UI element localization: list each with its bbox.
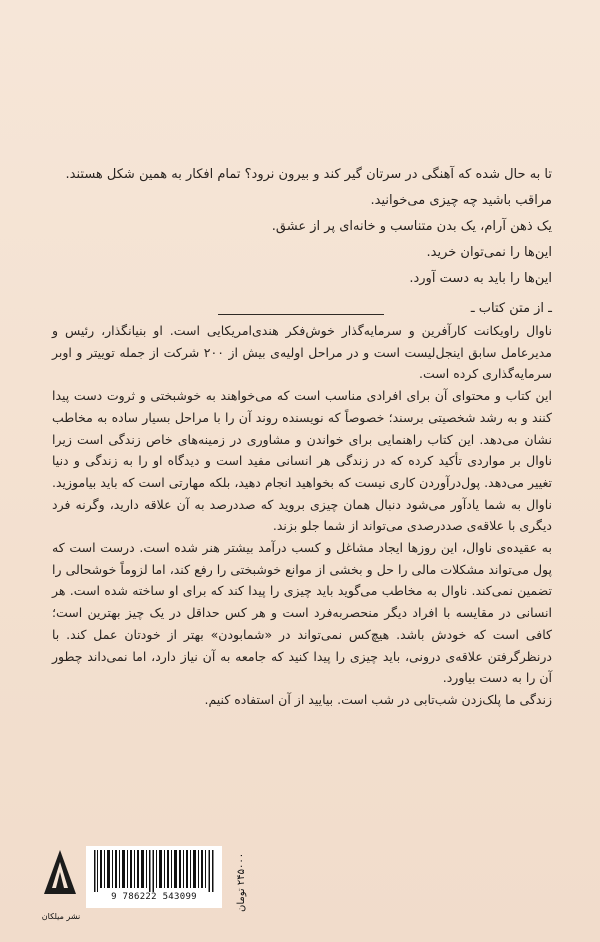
isbn-barcode [86,846,222,908]
section-divider [218,314,384,315]
quote-source: ـ از متن کتاب ـ [470,301,552,316]
publisher-name: نشر میلکان [41,912,81,921]
price-label: ۲۴۵۰۰۰ تومان [236,852,247,912]
paragraph: به عقیده‌ی ناوال، این روزها ایجاد مشاغل و کسب درآمد بیشتر هنر شده است. درست است که پول می‌تواند مشکلات مالی را حل و بخشی از موانع خوشبختی را رفع کند، اما لزوماً خوشحالی را تضمین نمی‌کند. ناوال به مخاطب می‌گوید باید چیزی را پیدا کند که برای او ساخته شده است. هر انسانی در مقایسه با افراد دیگر منحصربه‌فرد است و هر کس حداقل در یک چیز بهترین است؛ کافی است که خودش باشد. هیچ‌کس نمی‌تواند در «شمابودن» بهتر از خودتان عمل کند. با درنظرگرفتن علاقه‌ی درونی، باید چیزی را پیدا کنید که جامعه به آن نیاز دارد، اما نمی‌داند چطور آن را به دست بیاورد. [52,540,552,686]
paragraph: زندگی ما پلک‌زدن شب‌تابی در شب است. بیایید از آن استفاده کنیم. [204,691,552,707]
barcode-bars-icon [94,850,214,892]
paragraph: این کتاب و محتوای آن برای افرادی مناسب است که می‌خواهند به خوشبختی و ثروت دست پیدا کنند و به رشد شخصیتی برسند؛ خصوصاً که نویسنده روند آن را با مراحل بسیار ساده به مخاطب نشان می‌دهد. این کتاب راهنمایی برای خواندن و مشاوری در زمینه‌های خاص زندگی است زیرا ناوال بر مواردی تأکید کرده که در زندگی هر انسانی مفید است و دیدگاه او را به زندگی و دنیا تغییر می‌دهد. پول‌درآوردن کاری نیست که بخواهید انجام دهید، بلکه مهارتی است که باید بیاموزید. ناوال به شما یادآور می‌شود دنبال همان چیزی بروید که صددرصد به آن علاقه دارید، وگرنه فرد دیگری با علاقه‌ی صددرصدی می‌تواند از شما جلو بزند. [52,388,552,534]
quote-line: تا به حال شده که آهنگی در سرتان گیر کند و بیرون نرود؟ تمام افکار به همین شکل هستند. [65,167,552,182]
quote-line: این‌ها را نمی‌توان خرید. [426,245,552,260]
quote-line: این‌ها را باید به دست آورد. [409,271,552,286]
paragraph: ناوال راویکانت کارآفرین و سرمایه‌گذار خوش‌فکر هندی‌امریکایی است. او بنیانگذار، رئیس و مدیرعامل سابق اینجل‌لیست است و در مراحل اولیه‌ی بیش از ۲۰۰ شرکت از جمله توییتر و اوبر سرمایه‌گذاری کرده است. [52,323,552,382]
quote-block [52,162,552,322]
description-body [52,320,552,711]
isbn-number: 9 786222 543099 [111,892,197,902]
quote-line: یک ذهن آرام، یک بدن متناسب و خانه‌ای پر از عشق. [271,219,552,234]
publisher-logo-icon [40,848,80,910]
quote-line: مراقب باشید چه چیزی می‌خوانید. [370,193,552,208]
